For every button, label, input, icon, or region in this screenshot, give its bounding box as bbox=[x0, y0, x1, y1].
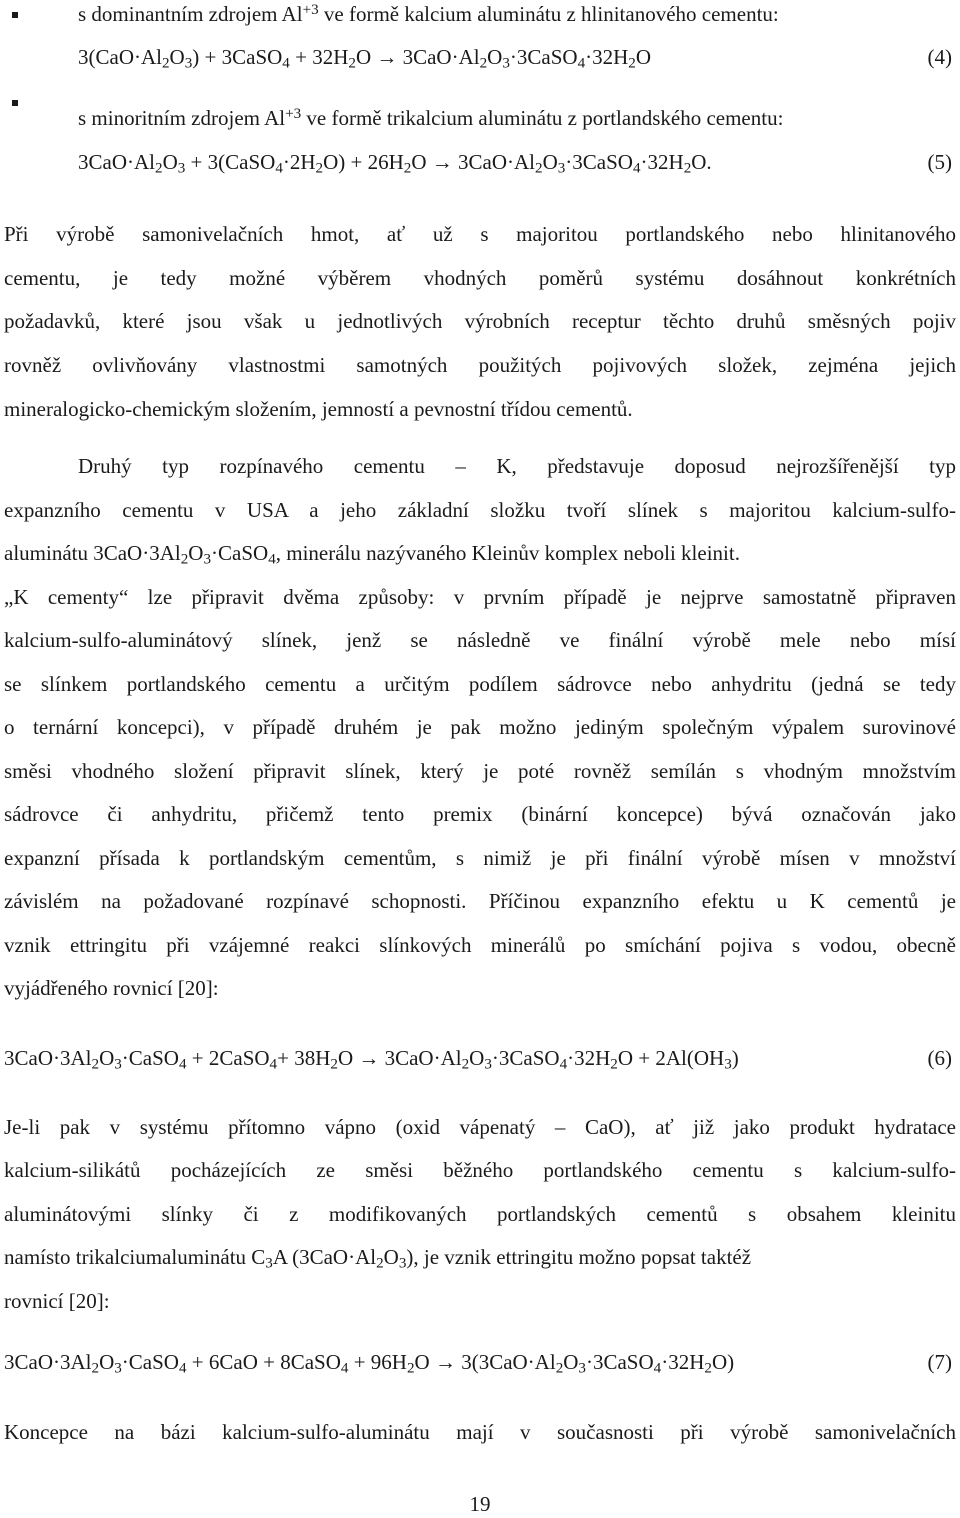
bullet-marker bbox=[12, 100, 18, 106]
paragraph-line: Koncepce na bázi kalcium-sulfo-aluminátu mají v současnosti při výrobě samonivelačních bbox=[4, 1420, 956, 1444]
paragraph-line: expanzní přísada k portlandským cementům, s nimiž je při finální výrobě mísen v množství bbox=[4, 846, 956, 870]
equation-number: (7) bbox=[927, 1350, 952, 1374]
paragraph-line: Při výrobě samonivelačních hmot, ať už s majoritou portlandského nebo hlinitanového bbox=[4, 222, 956, 246]
paragraph-line: o ternární koncepci), v případě druhém je pak možno jediným společným výpalem surovinové bbox=[4, 715, 956, 739]
equation-7: $3CaO\cdot 3Al_2O_3\cdot CaSO_4 + 6CaO$ + 8CaSO$_4$ + $96H_2O$ → $3(3CaO\cdot Al_2O_3\cdot 3CaSO_4\cdot 32H_2O)$ bbox=[4, 1350, 735, 1377]
paragraph-line: rovnicí [20]: bbox=[4, 1289, 110, 1313]
paragraph-line: vyjádřeného rovnicí [20]: bbox=[4, 976, 219, 1000]
paragraph-line: sádrovce či anhydritu, přičemž tento premix (binární koncepce) bývá označován jako bbox=[4, 802, 956, 826]
equation-number: (4) bbox=[927, 45, 952, 69]
equation-5: $3CaO\cdot Al_2O_3$ + $3(CaSO_4\cdot 2H_2O) + 26H_2O$ → $3CaO\cdot Al_2O_3\cdot 3CaSO_4\cdot 32H_2O$. bbox=[78, 150, 712, 177]
paragraph-line: namísto trikalciumaluminátu $C_3A$ $(3CaO\cdot Al_2O_3)$, je vznik ettringitu možno popsat taktéž bbox=[4, 1245, 752, 1272]
paragraph-line: aluminátovými slínky či z modifikovaných portlandských cementů s obsahem kleinitu bbox=[4, 1202, 956, 1226]
paragraph-line: Druhý typ rozpínavého cementu – K, představuje doposud nejrozšířenější typ bbox=[78, 454, 956, 478]
paragraph-line: se slínkem portlandského cementu a určitým podílem sádrovce nebo anhydritu (jedná se tedy bbox=[4, 672, 956, 696]
bullet-marker bbox=[12, 12, 18, 18]
equation-6: $3CaO\cdot 3Al_2O_3\cdot CaSO_4$ + 2CaSO$_4$+ $38H_2O$ → $3CaO\cdot Al_2O_3\cdot 3CaSO_4\cdot 32H_2O + 2Al(OH_3)$ bbox=[4, 1046, 739, 1073]
equation-4: $3(CaO\cdot Al_2O_3)$ + 3CaSO$_4$ + $32H_2O$ → $3CaO\cdot Al_2O_3\cdot 3CaSO_4\cdot 32H_2O$ bbox=[78, 45, 652, 72]
paragraph-line: závislém na požadované rozpínavé schopnosti. Příčinou expanzního efektu u K cementů je bbox=[4, 889, 956, 913]
paragraph-line: „K cementy“ lze připravit dvěma způsoby: v prvním případě je nejprve samostatně připraven bbox=[4, 585, 956, 609]
paragraph-line: Je-li pak v systému přítomno vápno (oxid vápenatý – CaO), ať již jako produkt hydratace bbox=[4, 1115, 956, 1139]
bullet-text-1: s dominantním zdrojem $Al^{+3}$ ve formě kalcium aluminátu z hlinitanového cementu: bbox=[78, 2, 779, 26]
paragraph-line: mineralogicko-chemickým složením, jemností a pevnostní třídou cementů. bbox=[4, 397, 633, 421]
equation-number: (5) bbox=[927, 150, 952, 174]
paragraph-line: aluminátu $3CaO\cdot 3Al_2O_3\cdot CaSO_4$, minerálu nazývaného Kleinův komplex neboli kleinit. bbox=[4, 541, 740, 568]
bullet-text-2: s minoritním zdrojem $Al^{+3}$ ve formě trikalcium aluminátu z portlandského cementu: bbox=[78, 106, 784, 130]
page-number: 19 bbox=[469, 1492, 491, 1516]
paragraph-line: cementu, je tedy možné výběrem vhodných poměrů systému dosáhnout konkrétních bbox=[4, 266, 956, 290]
paragraph-line: vznik ettringitu při vzájemné reakci slínkových minerálů po smíchání pojiva s vodou, obecně bbox=[4, 933, 956, 957]
paragraph-line: směsi vhodného složení připravit slínek, který je poté rovněž semílán s vhodným množstvím bbox=[4, 759, 956, 783]
equation-number: (6) bbox=[927, 1046, 952, 1070]
paragraph-line: rovněž ovlivňovány vlastnostmi samotných použitých pojivových složek, zejména jejich bbox=[4, 353, 956, 377]
paragraph-line: kalcium-silikátů pocházejících ze směsi běžného portlandského cementu s kalcium-sulfo- bbox=[4, 1158, 956, 1182]
paragraph-line: kalcium-sulfo-aluminátový slínek, jenž se následně ve finální výrobě mele nebo mísí bbox=[4, 628, 956, 652]
paragraph-line: expanzního cementu v USA a jeho základní složku tvoří slínek s majoritou kalcium-sulfo- bbox=[4, 498, 956, 522]
paragraph-line: požadavků, které jsou však u jednotlivých výrobních receptur těchto druhů směsných pojiv bbox=[4, 309, 956, 333]
